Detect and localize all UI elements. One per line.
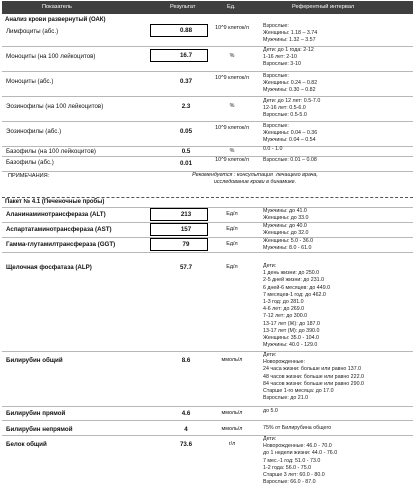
row-reference: Женщины: 5.0 - 36.0 Мужчины: 8.0 - 61.0 [263,238,314,252]
row-value: 0.01 [179,160,193,167]
section-liver-title: Пакет № 4.1 (Печеночные пробы) [5,199,105,205]
row-unit: % [229,103,235,109]
divider [2,46,413,47]
row-value: 0.05 [179,128,193,135]
row-name: Билирубин общий [6,357,63,364]
row-name: Эозинофилы (на 100 лейкоцитов) [6,103,104,110]
header-result: Результат [170,4,196,10]
row-name: Базофилы (на 100 лейкоцитов) [6,148,96,155]
row-unit: ммоль/л [221,410,243,416]
row-unit: Ед/л [226,241,238,247]
row-name: Белок общий [6,441,47,448]
header-reference: Референтный интервал [292,4,355,10]
section-divider [2,197,413,198]
row-reference: 0.0 - 1.0 [263,146,283,152]
row-value: 73.6 [179,441,193,448]
divider [2,71,413,72]
row-value: 8.6 [181,357,191,364]
row-reference: Взрослые: Женщины: 1.18 – 3.74 Мужчины: 1.32 – 3.57 [263,23,318,44]
table-header [2,1,413,14]
divider [2,156,413,157]
divider [2,406,413,407]
row-value: 4 [184,426,188,433]
row-value: 2.3 [181,103,191,110]
row-value: 57.7 [179,264,193,271]
row-name: Щелочная фосфатаза (ALP) [6,264,92,271]
row-value: 0.88 [179,27,193,34]
row-unit: ммоль/л [221,357,243,363]
row-value: 157 [180,226,192,233]
divider [2,96,413,97]
row-value: 16.7 [179,52,193,59]
row-reference: Дети: Новорожденные: 24 часа жизни: больше или равно 137.0 48 часов жизни: больше или равно 222.0 84 часов жизни: больше или равно 290.0 Старше 1-го месяца: до 17.0 Взрослые: до 21.0 [263,352,364,402]
row-value: 213 [180,211,192,218]
row-reference: Мужчины: до 40.0 Женщины: до 32.0 [263,223,309,237]
divider [2,420,413,421]
row-reference: Дети: 1 день жизни: до 250.0 2-5 дней жизни: до 231.0 6 дней-6 месяцев: до 449.0 7 месяцев-1 год: до 462.0 1-3 год: до 281.0 4-6 лет: до 269.0 7-12 лет: до 300.0 13-17 лет (Ж): до 187.0 13-17 лет (М): до 390.0 Женщины: 35.0 - 104.0 Мужчины: 40.0 - 129.0 [263,263,331,349]
row-value: 0.5 [181,148,191,155]
header-unit: Ед. [227,4,236,10]
row-unit: г/л [228,441,236,447]
row-value: 4.6 [181,410,191,417]
row-value: 79 [182,241,190,248]
row-reference: Мужчины: до 41.0 Женщины: до 33.0 [263,208,309,222]
row-reference: Взрослые: 0.01 – 0.08 [263,157,317,163]
row-unit: 10^9 клеток/л [215,157,249,163]
row-unit: 10^9 клеток/л [215,125,249,131]
row-name: Аспартатаминотрансфераза (AST) [6,226,112,233]
row-name: Билирубин прямой [6,410,66,417]
section-cbc-title: Анализ крови развернутый (ОАК) [5,17,106,23]
row-reference: Дети: Новорожденные: 46.0 - 70.0 до 1 недели жизни: 44.0 - 76.0 7 мес.-1 год: 51.0 - 73.0 1-2 года: 56.0 - 75.0 Старше 3 лет: 60.0 - 80.0 Взрослые: 66.0 - 87.0 [263,436,338,486]
row-value: 0.37 [179,78,193,85]
divider [2,435,413,436]
note-label: ПРИМЕЧАНИЯ: [8,173,50,179]
header-indicator: Показатель [42,4,72,10]
row-unit: 10^9 клеток/л [215,25,249,31]
row-reference: Дети: до 1 года: 2-12 1-16 лет: 2-10 Взрослые: 3-10 [263,47,314,68]
row-name: Гамма-глутамилтрансфераза (GGT) [6,241,116,248]
row-reference: Взрослые: Женщины: 0.04 – 0.36 Мужчины: 0.04 – 0.54 [263,123,318,144]
row-name: Моноциты (на 100 лейкоцитов) [6,53,96,60]
row-unit: Ед/л [226,226,238,232]
row-name: Аланинаминотрансфераза (ALT) [6,211,106,218]
row-unit: 10^9 клеток/л [215,75,249,81]
row-name: Билирубин непрямой [6,426,73,433]
row-unit: ммоль/л [221,426,243,432]
row-name: Базофилы (абс.) [6,159,54,166]
lab-results-page [2,1,415,489]
row-unit: Ед/л [226,211,238,217]
row-reference: Взрослые: Женщины: 0.24 – 0.82 Мужчины: 0.30 – 0.82 [263,73,318,94]
row-unit: % [229,53,235,59]
note-text: Рекомендуется : консультация лечащего врача, исследование крови в динамике. [192,172,318,185]
row-unit: Ед/л [226,264,238,270]
row-reference: 75% от Билирубина общего [263,425,332,431]
row-unit: % [229,148,235,154]
row-reference: до 5.0 [263,408,278,414]
divider [2,252,413,253]
row-name: Моноциты (абс.) [6,78,54,85]
row-reference: Дети: до 12 лет: 0.5-7.0 12-16 лет: 0.5-6.0 Взрослые: 0.5-5.0 [263,98,321,119]
divider [2,121,413,122]
row-name: Эозинофилы (абс.) [6,128,62,135]
row-name: Лимфоциты (абс.) [6,28,59,35]
divider [2,146,413,147]
